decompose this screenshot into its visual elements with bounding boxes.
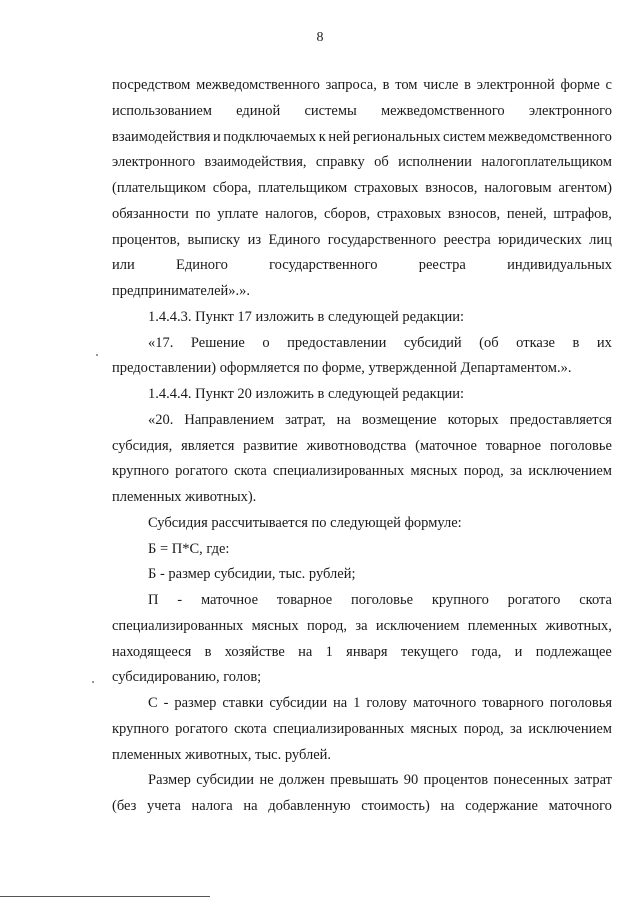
text-line: (плательщиком сбора, плательщиком страховых взносов, налоговым агентом) xyxy=(112,180,612,196)
text-line: Б - размер субсидии, тыс. рублей; xyxy=(148,566,356,583)
scan-edge-line xyxy=(0,896,210,897)
text-line: 1.4.4.4. Пункт 20 изложить в следующей редакции: xyxy=(148,386,465,402)
text-line: находящееся в хозяйстве на 1 января текущего года, и подлежащее xyxy=(112,643,612,660)
text-line: электронного взаимодействия, справку об исполнении налогоплательщиком xyxy=(112,154,612,171)
document-body xyxy=(112,73,612,820)
text-line: П - маточное товарное поголовье крупного рогатого скота xyxy=(148,592,612,608)
text-line: Субсидия рассчитывается по следующей формуле: xyxy=(148,514,462,531)
text-line: субсидированию, голов; xyxy=(112,669,262,686)
text-line: процентов, выписку из Единого государственного реестра юридических лиц xyxy=(112,231,612,248)
text-line: специализированных мясных пород, за исключением племенных животных, xyxy=(112,617,612,634)
text-line: племенных животных, тыс. рублей. xyxy=(112,746,332,763)
text-line: Б = П*С, где: xyxy=(148,540,230,557)
text-line: предоставлении) оформляется по форме, утвержденной Департаментом.». xyxy=(112,360,572,377)
text-line: племенных животных). xyxy=(112,489,257,505)
text-line: «20. Направлением затрат, на возмещение которых предоставляется xyxy=(148,411,612,428)
text-line: предпринимателей».». xyxy=(112,283,251,299)
text-line: (без учета налога на добавленную стоимость) на содержание маточного xyxy=(112,798,612,814)
text-line: посредством межведомственного запроса, в том числе в электронной форме с xyxy=(112,77,612,93)
text-line: обязанности по уплате налогов, сборов, страховых взносов, пеней, штрафов, xyxy=(112,205,612,222)
text-line: 1.4.4.3. Пункт 17 изложить в следующей редакции: xyxy=(148,308,465,325)
text-line: С - размер ставки субсидии на 1 голову маточного товарного поголовья xyxy=(148,695,612,711)
text-line: взаимодействия и подключаемых к ней региональных систем межведомственного xyxy=(112,128,612,145)
text-line: субсидия, является развитие животноводства (маточное товарное поголовье xyxy=(112,437,612,454)
scan-speck xyxy=(96,354,98,356)
text-line: крупного рогатого скота специализированных мясных пород, за исключением xyxy=(112,720,612,737)
scan-speck xyxy=(92,681,94,683)
page-number: 8 xyxy=(316,30,324,45)
text-line: использованием единой системы межведомственного электронного xyxy=(112,102,612,119)
text-line: крупного рогатого скота специализированных мясных пород, за исключением xyxy=(112,463,612,480)
text-line: или Единого государственного реестра индивидуальных xyxy=(112,257,612,274)
text-line: «17. Решение о предоставлении субсидий (об отказе в их xyxy=(148,334,612,351)
text-line: Размер субсидии не должен превышать 90 процентов понесенных затрат xyxy=(148,772,612,789)
